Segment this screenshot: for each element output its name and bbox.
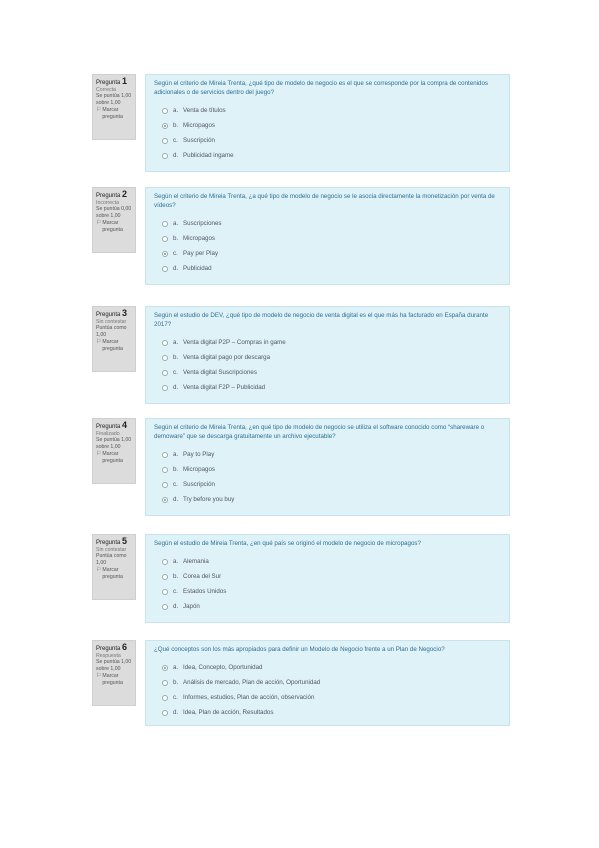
question-label: Pregunta xyxy=(96,80,121,86)
option-text[interactable]: Idea, Concepto, Oportunidad xyxy=(183,664,263,671)
option-text[interactable]: Pay per Play xyxy=(183,250,219,257)
question-number xyxy=(96,538,132,547)
answer-option[interactable] xyxy=(162,216,503,231)
radio-button[interactable] xyxy=(162,138,168,144)
option-text[interactable]: Micropagos xyxy=(183,235,215,242)
question-info xyxy=(92,418,136,484)
option-letter: c. xyxy=(173,481,178,488)
question-mark: Puntúa como 1,00 xyxy=(96,553,127,566)
answer-option[interactable] xyxy=(162,380,503,395)
flag-question-button[interactable] xyxy=(96,107,132,120)
question-info xyxy=(92,534,136,600)
flag-question-button[interactable] xyxy=(96,673,132,686)
answer-list xyxy=(154,447,503,507)
answer-option[interactable] xyxy=(162,599,503,614)
question-content xyxy=(145,306,510,404)
option-letter: a. xyxy=(173,451,179,458)
question-state: Respuesta xyxy=(96,652,121,659)
option-text[interactable]: Venta digital pago por descarga xyxy=(183,354,271,361)
question-text: ¿Qué conceptos son los más apropiados para definir un Modelo de Negocio frente a un Plan de Negocio? xyxy=(154,646,445,653)
answer-option[interactable] xyxy=(162,133,503,148)
answer-option[interactable] xyxy=(162,492,503,507)
flag-question-button[interactable] xyxy=(96,220,132,233)
radio-button[interactable] xyxy=(162,574,168,580)
question-num: 5 xyxy=(122,536,128,546)
flag-label[interactable]: Marcar pregunta xyxy=(102,107,123,120)
answer-option[interactable] xyxy=(162,477,503,492)
option-text[interactable]: Estados Unidos xyxy=(183,588,227,595)
radio-button[interactable] xyxy=(162,251,168,257)
flag-label[interactable]: Marcar pregunta xyxy=(102,220,123,233)
question-state: Finalizado xyxy=(96,430,120,437)
question-number xyxy=(96,78,132,87)
option-letter: b. xyxy=(173,122,179,129)
answer-option[interactable] xyxy=(162,660,503,675)
option-text[interactable]: Try before you buy xyxy=(183,496,235,503)
option-letter: a. xyxy=(173,220,179,227)
radio-button[interactable] xyxy=(162,452,168,458)
option-letter: d. xyxy=(173,603,179,610)
radio-button[interactable] xyxy=(162,221,168,227)
answer-option[interactable] xyxy=(162,246,503,261)
option-text[interactable]: Pay to Play xyxy=(183,451,215,458)
option-letter: b. xyxy=(173,679,179,686)
question-state: Correcta xyxy=(96,86,116,93)
radio-button[interactable] xyxy=(162,604,168,610)
answer-option[interactable] xyxy=(162,705,503,720)
answer-option[interactable] xyxy=(162,148,503,163)
answer-option[interactable] xyxy=(162,350,503,365)
radio-button[interactable] xyxy=(162,497,168,503)
question-text: Según el estudio de Mireia Trenta, ¿en qué país se originó el modelo de negocio de micropagos? xyxy=(154,540,421,547)
flag-question-button[interactable] xyxy=(96,339,132,352)
option-letter: d. xyxy=(173,709,179,716)
question-mark: Se puntúa 0,00 sobre 1,00 xyxy=(96,206,132,219)
radio-button[interactable] xyxy=(162,467,168,473)
option-letter: c. xyxy=(173,137,178,144)
option-letter: b. xyxy=(173,466,179,473)
radio-button[interactable] xyxy=(162,482,168,488)
question-info xyxy=(92,187,136,253)
question-info xyxy=(92,74,136,140)
option-letter: c. xyxy=(173,250,178,257)
question-num: 2 xyxy=(122,189,128,199)
answer-list xyxy=(154,216,503,276)
option-letter: c. xyxy=(173,694,178,701)
option-text[interactable]: Corea del Sur xyxy=(183,573,222,580)
answer-option[interactable] xyxy=(162,365,503,380)
option-text[interactable]: Japón xyxy=(183,603,200,610)
radio-button[interactable] xyxy=(162,153,168,159)
question-text: Según el criterio de Mireia Trenta, ¿a qué tipo de modelo de negocio se le asocia directamente la monetización por venta de vídeos? xyxy=(154,193,495,209)
option-text[interactable]: Micropagos xyxy=(183,122,215,129)
option-text[interactable]: Publicidad xyxy=(183,265,212,272)
option-text[interactable]: Venta digital P2P – Compras in game xyxy=(183,339,286,346)
option-letter: a. xyxy=(173,339,179,346)
answer-option[interactable] xyxy=(162,103,503,118)
question-state: Incorrecta xyxy=(96,199,120,206)
option-text[interactable]: Venta digital Suscripciones xyxy=(183,369,257,376)
radio-button[interactable] xyxy=(162,340,168,346)
option-text[interactable]: Venta digital F2P – Publicidad xyxy=(183,384,266,391)
answer-option[interactable] xyxy=(162,690,503,705)
option-letter: d. xyxy=(173,152,179,159)
question-number xyxy=(96,191,132,200)
question-num: 1 xyxy=(122,76,128,86)
question-label: Pregunta xyxy=(96,540,121,546)
answer-option[interactable] xyxy=(162,462,503,477)
radio-button[interactable] xyxy=(162,108,168,114)
answer-option[interactable] xyxy=(162,569,503,584)
option-letter: c. xyxy=(173,588,178,595)
question-number xyxy=(96,644,132,653)
option-text[interactable]: Informes, estudios, Plan de acción, observación xyxy=(183,694,315,701)
radio-button[interactable] xyxy=(162,589,168,595)
radio-button[interactable] xyxy=(162,355,168,361)
option-text[interactable]: Suscripciones xyxy=(183,220,222,227)
question-num: 3 xyxy=(122,308,128,318)
flag-label[interactable]: Marcar pregunta xyxy=(102,567,123,580)
option-letter: d. xyxy=(173,384,179,391)
flag-icon[interactable]: ⚐ xyxy=(96,567,102,574)
option-text[interactable]: Alemania xyxy=(183,558,209,565)
answer-option[interactable] xyxy=(162,261,503,276)
flag-label[interactable]: Marcar pregunta xyxy=(102,673,123,686)
option-text[interactable]: Suscripción xyxy=(183,137,215,144)
question-info xyxy=(92,306,136,372)
option-text[interactable]: Micropagos xyxy=(183,466,215,473)
question-text: Según el criterio de Mireia Trenta, ¿qué tipo de modelo de negocio es el que se corresponde por la compra de contenidos adicionales o de servicios dentro del juego? xyxy=(154,80,488,96)
question-number xyxy=(96,310,132,319)
answer-option[interactable] xyxy=(162,675,503,690)
option-letter: c. xyxy=(173,369,178,376)
question-label: Pregunta xyxy=(96,424,121,430)
answer-list xyxy=(154,335,503,395)
radio-button[interactable] xyxy=(162,370,168,376)
question-mark: Se puntúa 1,00 sobre 1,00 xyxy=(96,437,132,450)
question-num: 4 xyxy=(122,420,128,430)
radio-button[interactable] xyxy=(162,710,168,716)
question-content xyxy=(145,74,510,172)
radio-button[interactable] xyxy=(162,266,168,272)
question-text: Según el estudio de DEV, ¿qué tipo de modelo de negocio de venta digital es el que más ha facturado en España durante 2017? xyxy=(154,312,489,328)
option-letter: a. xyxy=(173,558,179,565)
flag-icon[interactable]: ⚐ xyxy=(96,339,102,346)
question-number xyxy=(96,422,132,431)
radio-button[interactable] xyxy=(162,236,168,242)
question-num: 6 xyxy=(122,642,128,652)
answer-list xyxy=(154,103,503,163)
answer-option[interactable] xyxy=(162,447,503,462)
radio-button[interactable] xyxy=(162,385,168,391)
radio-button[interactable] xyxy=(162,695,168,701)
question-content xyxy=(145,534,510,623)
option-letter: b. xyxy=(173,573,179,580)
option-letter: d. xyxy=(173,265,179,272)
flag-icon[interactable]: ⚐ xyxy=(96,220,102,227)
flag-label[interactable]: Marcar pregunta xyxy=(102,339,123,352)
radio-button[interactable] xyxy=(162,123,168,129)
question-text: Según el criterio de Mireia Trenta, ¿en qué tipo de modelo de negocio se utiliza el software conocido como “shareware o demoware” que se descarga gratuitamente un archivo ejecutable? xyxy=(154,424,485,440)
question-label: Pregunta xyxy=(96,646,121,652)
answer-option[interactable] xyxy=(162,584,503,599)
option-letter: a. xyxy=(173,664,179,671)
option-letter: d. xyxy=(173,496,179,503)
option-letter: a. xyxy=(173,107,179,114)
question-label: Pregunta xyxy=(96,312,121,318)
option-letter: b. xyxy=(173,354,179,361)
option-text[interactable]: Idea, Plan de acción, Resultados xyxy=(183,709,274,716)
flag-icon[interactable]: ⚐ xyxy=(96,451,102,458)
answer-option[interactable] xyxy=(162,231,503,246)
flag-label[interactable]: Marcar pregunta xyxy=(102,451,123,464)
answer-option[interactable] xyxy=(162,554,503,569)
answer-option[interactable] xyxy=(162,335,503,350)
flag-question-button[interactable] xyxy=(96,451,132,464)
option-text[interactable]: Análisis de mercado, Plan de acción, Oportunidad xyxy=(183,679,321,686)
radio-button[interactable] xyxy=(162,680,168,686)
question-content xyxy=(145,418,510,516)
flag-icon[interactable]: ⚐ xyxy=(96,673,102,680)
question-mark: Se puntúa 1,00 sobre 1,00 xyxy=(96,659,132,672)
answer-option[interactable] xyxy=(162,118,503,133)
question-info xyxy=(92,640,136,706)
flag-icon[interactable]: ⚐ xyxy=(96,107,102,114)
radio-button[interactable] xyxy=(162,559,168,565)
question-content xyxy=(145,640,510,726)
flag-question-button[interactable] xyxy=(96,567,132,580)
question-label: Pregunta xyxy=(96,193,121,199)
option-text[interactable]: Suscripción xyxy=(183,481,215,488)
question-state: Sin contestar xyxy=(96,546,127,553)
option-text[interactable]: Publicidad ingame xyxy=(183,152,234,159)
answer-list xyxy=(154,554,503,614)
question-state: Sin contestar xyxy=(96,318,127,325)
question-mark: Puntúa como 1,00 xyxy=(96,325,127,338)
answer-list xyxy=(154,660,503,720)
radio-button[interactable] xyxy=(162,665,168,671)
option-text[interactable]: Venta de títulos xyxy=(183,107,226,114)
question-content xyxy=(145,187,510,285)
question-mark: Se puntúa 1,00 sobre 1,00 xyxy=(96,93,132,106)
option-letter: b. xyxy=(173,235,179,242)
